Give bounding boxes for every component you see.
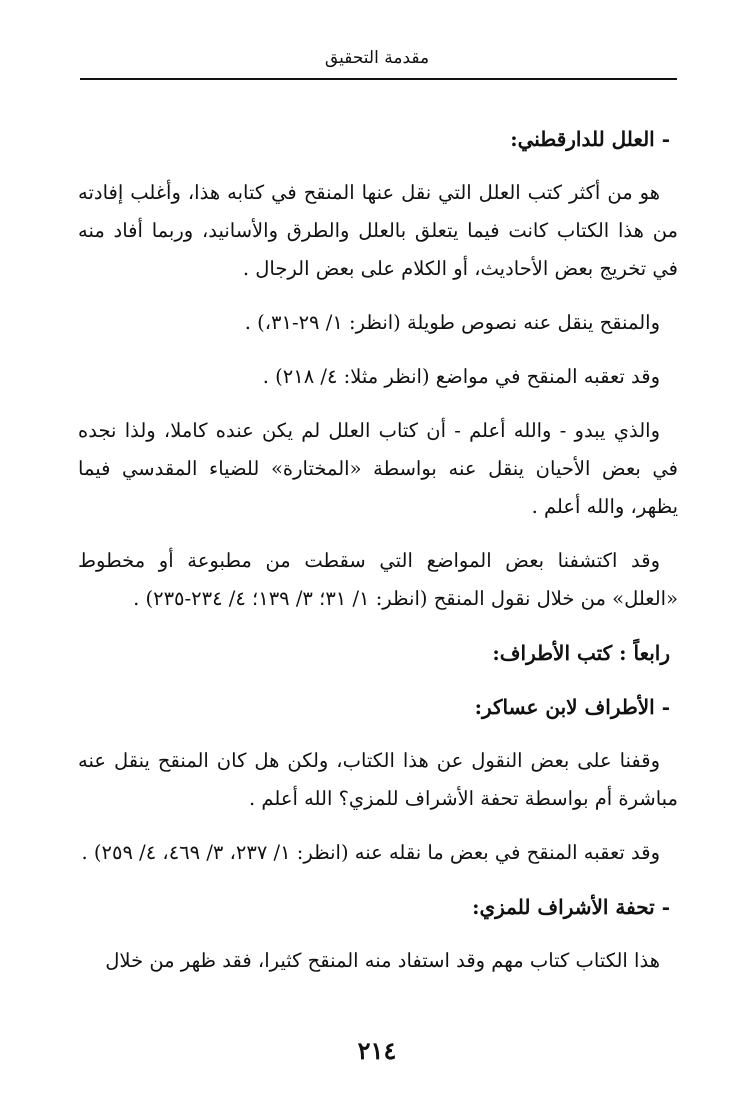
page-number: ٢١٤ [357, 1036, 397, 1065]
paragraph: وقد اكتشفنا بعض المواضع التي سقطت من مطبوعة أو مخطوط «العلل» من خلال نقول المنقح (انظر: ١/ ٣١؛ ٣/ ١٣٩؛ ٤/ ٢٣٤-٢٣٥) . [78, 549, 678, 610]
section-heading-tuhfa: - تحفة الأشراف للمزي: [472, 895, 670, 919]
section-heading-atraf: رابعاً : كتب الأطراف: [492, 641, 670, 665]
page-body [78, 120, 678, 996]
paragraph: والذي يبدو - والله أعلم - أن كتاب العلل لم يكن عنده كاملا، ولذا نجده في بعض الأحيان ينقل عنه بواسطة «المختارة» للضياء المقدسي فيما يظهر، والله أعلم . [78, 419, 678, 518]
header-rule [80, 78, 677, 80]
paragraph: هذا الكتاب كتاب مهم وقد استفاد منه المنقح كثيرا، فقد ظهر من خلال [105, 949, 660, 972]
paragraph: هو من أكثر كتب العلل التي نقل عنها المنقح في كتابه هذا، وأغلب إفادته من هذا الكتاب كانت فيما يتعلق بالعلل والطرق والأسانيد، وربما أفاد منه في تخريج بعض الأحاديث، أو الكلام على بعض الرجال . [78, 181, 678, 280]
paragraph: وقد تعقبه المنقح في مواضع (انظر مثلا: ٤/ ٢١٨) . [262, 365, 660, 388]
paragraph: وقفنا على بعض النقول عن هذا الكتاب، ولكن هل كان المنقح ينقل عنه مباشرة أم بواسطة تحفة الأشراف للمزي؟ الله أعلم . [78, 749, 678, 810]
paragraph: وقد تعقبه المنقح في بعض ما نقله عنه (انظر: ١/ ٢٣٧، ٣/ ٤٦٩، ٤/ ٢٥٩) . [81, 841, 660, 864]
paragraph: والمنقح ينقل عنه نصوص طويلة (انظر: ١/ ٢٩-٣١،) . [244, 311, 660, 334]
section-heading-ilal: - العلل للدارقطني: [510, 127, 670, 151]
running-header: مقدمة التحقيق [324, 48, 430, 68]
section-heading-ibn-asakir: - الأطراف لابن عساكر: [474, 695, 670, 719]
